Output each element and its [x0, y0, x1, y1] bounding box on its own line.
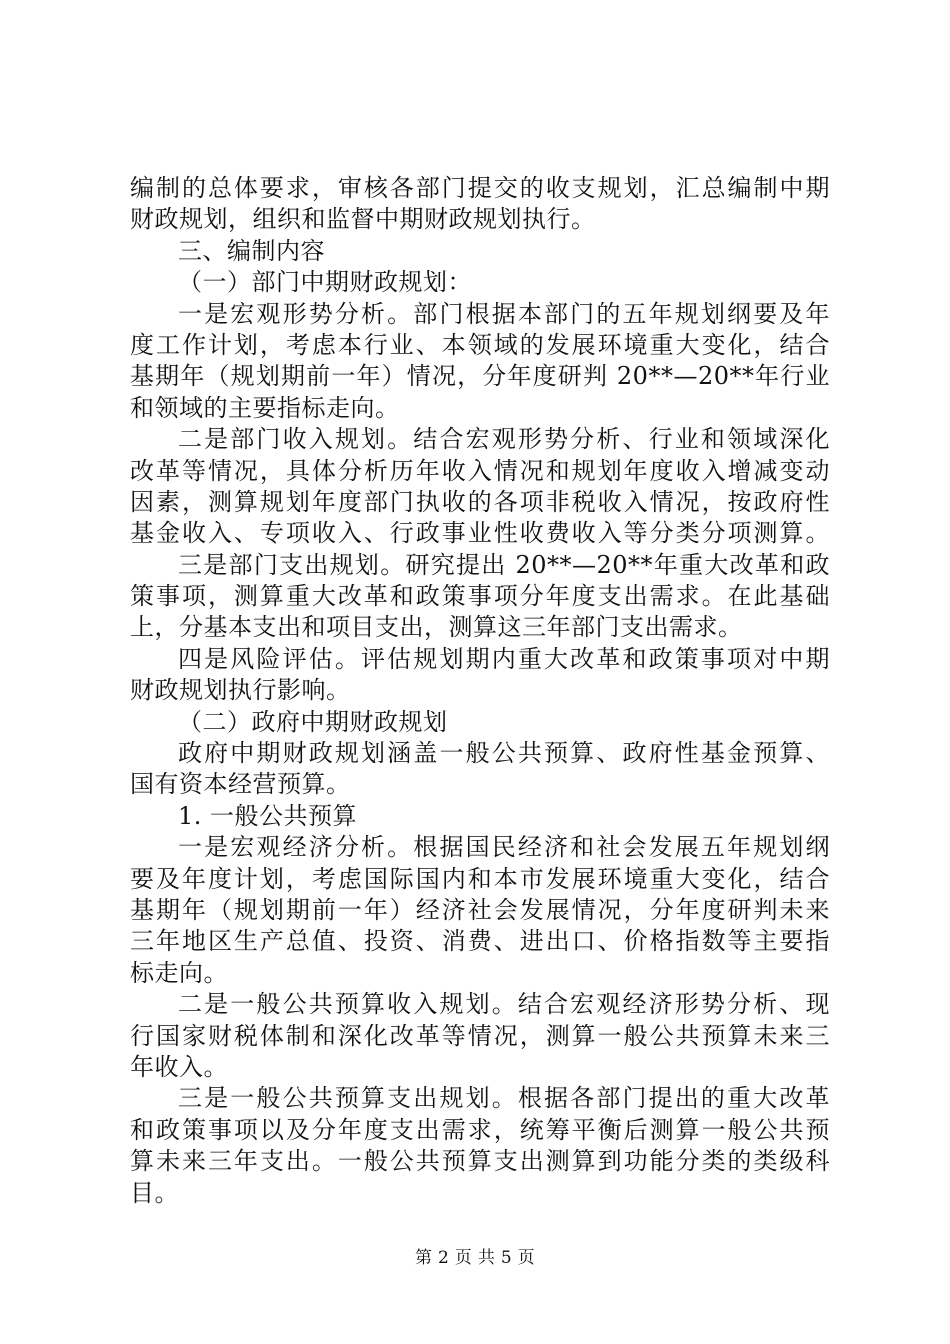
- text-line: 和领域的主要指标走向。: [130, 393, 400, 422]
- section-heading: 三、编制内容: [178, 236, 325, 265]
- text-line: 因素，测算规划年度部门执收的各项非税收入情况，按政府性: [130, 487, 830, 516]
- text-line: 标走向。: [130, 958, 228, 987]
- text-line: 度工作计划，考虑本行业、本领域的发展环境重大变化，结合: [130, 330, 830, 359]
- text-line: 四是风险评估。评估规划期内重大改革和政策事项对中期: [178, 644, 830, 673]
- text-line: 行国家财税体制和深化改革等情况，测算一般公共预算未来三: [130, 1021, 830, 1050]
- text-line: 算未来三年支出。一般公共预算支出测算到功能分类的类级科: [130, 1147, 830, 1176]
- text-line: 三是一般公共预算支出规划。根据各部门提出的重大改革: [178, 1084, 830, 1113]
- text-line: 上，分基本支出和项目支出，测算这三年部门支出需求。: [130, 613, 743, 642]
- subsection-heading: （一）部门中期财政规划：: [178, 268, 472, 297]
- text-line: 二是一般公共预算收入规划。结合宏观经济形势分析、现: [178, 990, 830, 1019]
- text-line: 要及年度计划，考虑国际国内和本市发展环境重大变化，结合: [130, 864, 830, 893]
- text-line: 基期年（规划期前一年）经济社会发展情况，分年度研判未来: [130, 895, 830, 924]
- body-text: [130, 173, 830, 1209]
- numbered-heading: 1. 一般公共预算: [178, 801, 358, 830]
- page-number-footer: 第 2 页 共 5 页: [415, 1248, 535, 1268]
- text-line: 策事项，测算重大改革和政策事项分年度支出需求。在此基础: [130, 582, 830, 611]
- text-line: 基期年（规划期前一年）情况，分年度研判 20**—20**年行业: [130, 362, 830, 391]
- text-line: 三年地区生产总值、投资、消费、进出口、价格指数等主要指: [130, 927, 830, 956]
- text-line: 年收入。: [130, 1052, 228, 1081]
- text-line: 和政策事项以及分年度支出需求，统筹平衡后测算一般公共预: [130, 1115, 830, 1144]
- text-line: 三是部门支出规划。研究提出 20**—20**年重大改革和政: [178, 550, 830, 579]
- text-line: 一是宏观形势分析。部门根据本部门的五年规划纲要及年: [178, 299, 830, 328]
- text-line: 目。: [130, 1178, 179, 1207]
- subsection-heading: （二）政府中期财政规划: [178, 707, 448, 736]
- text-line: 财政规划，组织和监督中期财政规划执行。: [130, 205, 596, 234]
- text-line: 改革等情况，具体分析历年收入情况和规划年度收入增减变动: [130, 456, 830, 485]
- text-line: 一是宏观经济分析。根据国民经济和社会发展五年规划纲: [178, 833, 830, 862]
- text-line: 编制的总体要求，审核各部门提交的收支规划，汇总编制中期: [130, 174, 830, 202]
- text-line: 政府中期财政规划涵盖一般公共预算、政府性基金预算、: [178, 739, 830, 768]
- text-line: 基金收入、专项收入、行政事业性收费收入等分类分项测算。: [130, 519, 830, 548]
- text-line: 二是部门收入规划。结合宏观形势分析、行业和领域深化: [178, 425, 830, 454]
- text-line: 国有资本经营预算。: [130, 770, 351, 799]
- text-line: 财政规划执行影响。: [130, 676, 351, 705]
